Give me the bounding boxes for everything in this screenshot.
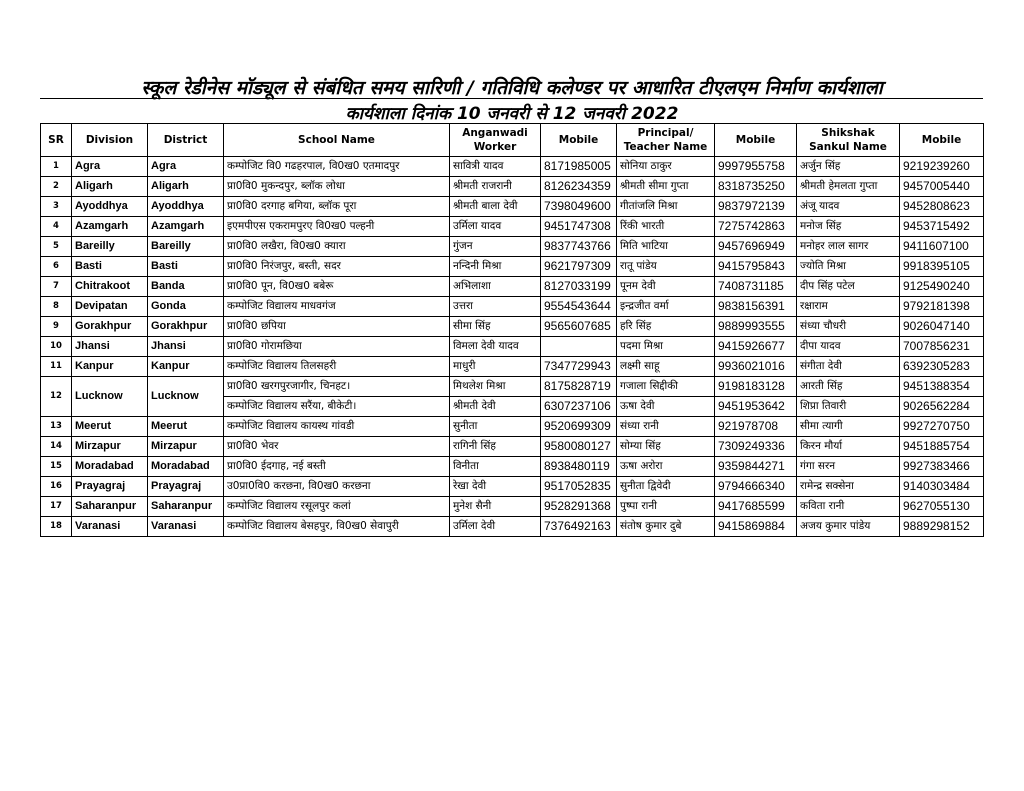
table-row <box>41 417 984 437</box>
cell-sr: 4 <box>41 217 72 237</box>
cell-sankul-name: शिप्रा तिवारी <box>797 397 900 417</box>
cell-mobile: 9927270750 <box>900 417 984 437</box>
table-row <box>41 257 984 277</box>
cell-principal-name: संतोष कुमार दुबे <box>617 517 715 537</box>
cell-school-name: उ0प्रा0वि0 करछना, वि0ख0 करछना <box>224 477 450 497</box>
cell-division: Azamgarh <box>72 217 148 237</box>
cell-sr: 5 <box>41 237 72 257</box>
cell-mobile: 7376492163 <box>541 517 617 537</box>
cell-school-name: प्रा0वि0 खरगपुरजागीर, चिनहट। <box>224 377 450 397</box>
cell-division: Jhansi <box>72 337 148 357</box>
cell-school-name: कम्पोजिट विद्यालय माधवगंज <box>224 297 450 317</box>
cell-mobile: 9359844271 <box>715 457 797 477</box>
cell-division: Varanasi <box>72 517 148 537</box>
table-header-row <box>41 124 984 157</box>
cell-division: Moradabad <box>72 457 148 477</box>
cell-mobile: 9140303484 <box>900 477 984 497</box>
cell-mobile: 7275742863 <box>715 217 797 237</box>
cell-school-name: कम्पोजिट विद्यालय तिलसहरी <box>224 357 450 377</box>
cell-mobile: 9889993555 <box>715 317 797 337</box>
table-row <box>41 497 984 517</box>
document-title: स्कूल रेडीनेस मॉड्यूल से संबंधित समय सारिणी / गतिविधि कलेण्डर पर आधारित टीएलएम निर्माण कार्यशाला <box>141 77 883 99</box>
cell-sankul-name: मनोहर लाल सागर <box>797 237 900 257</box>
table-row <box>41 237 984 257</box>
cell-division: Bareilly <box>72 237 148 257</box>
cell-school-name: प्रा0वि0 पून, वि0ख0 बबेरू <box>224 277 450 297</box>
cell-mobile: 9554543644 <box>541 297 617 317</box>
cell-mobile: 8175828719 <box>541 377 617 397</box>
cell-mobile: 7309249336 <box>715 437 797 457</box>
table-row <box>41 157 984 177</box>
title-divider <box>40 98 983 99</box>
cell-anganwadi-worker: रागिनी सिंह <box>450 437 541 457</box>
cell-mobile: 9026562284 <box>900 397 984 417</box>
cell-anganwadi-worker: विनीता <box>450 457 541 477</box>
cell-mobile: 9026047140 <box>900 317 984 337</box>
cell-sr: 9 <box>41 317 72 337</box>
cell-mobile: 9997955758 <box>715 157 797 177</box>
table-row <box>41 317 984 337</box>
table-row <box>41 377 984 397</box>
cell-mobile: 7007856231 <box>900 337 984 357</box>
cell-division: Basti <box>72 257 148 277</box>
cell-sankul-name: गंगा सरन <box>797 457 900 477</box>
cell-sankul-name: संध्या चौधरी <box>797 317 900 337</box>
table-body <box>41 157 984 537</box>
cell-mobile: 921978708 <box>715 417 797 437</box>
cell-school-name: प्रा0वि0 दरगाह बगिया, ब्लॉक पूरा <box>224 197 450 217</box>
cell-sankul-name: दीप सिंह पटेल <box>797 277 900 297</box>
cell-district: Lucknow <box>148 377 224 417</box>
cell-mobile: 8171985005 <box>541 157 617 177</box>
cell-district: Gorakhpur <box>148 317 224 337</box>
cell-mobile: 9927383466 <box>900 457 984 477</box>
cell-anganwadi-worker: अभिलाशा <box>450 277 541 297</box>
cell-mobile: 8318735250 <box>715 177 797 197</box>
cell-mobile: 8126234359 <box>541 177 617 197</box>
cell-division: Kanpur <box>72 357 148 377</box>
cell-school-name: कम्पोजिट विद्यालय रसूलपुर कलां <box>224 497 450 517</box>
cell-mobile: 9621797309 <box>541 257 617 277</box>
cell-division: Saharanpur <box>72 497 148 517</box>
cell-mobile: 9125490240 <box>900 277 984 297</box>
cell-principal-name: सोम्या सिंह <box>617 437 715 457</box>
cell-sr: 2 <box>41 177 72 197</box>
cell-anganwadi-worker: विमला देवी यादव <box>450 337 541 357</box>
cell-principal-name: ऊषा अरोरा <box>617 457 715 477</box>
cell-mobile: 9936021016 <box>715 357 797 377</box>
cell-mobile: 7398049600 <box>541 197 617 217</box>
cell-division: Prayagraj <box>72 477 148 497</box>
cell-district: Azamgarh <box>148 217 224 237</box>
cell-principal-name: ऊषा देवी <box>617 397 715 417</box>
header-sr: SR <box>41 124 72 157</box>
cell-sr: 13 <box>41 417 72 437</box>
cell-principal-name: गजाला सिद्दीकी <box>617 377 715 397</box>
cell-anganwadi-worker: मिथलेश मिश्रा <box>450 377 541 397</box>
cell-anganwadi-worker: उर्मिला देवी <box>450 517 541 537</box>
cell-anganwadi-worker: श्रीमती बाला देवी <box>450 197 541 217</box>
header-anganwadi-worker: Anganwadi Worker <box>450 124 541 157</box>
cell-mobile <box>541 337 617 357</box>
cell-district: Gonda <box>148 297 224 317</box>
cell-division: Meerut <box>72 417 148 437</box>
cell-mobile: 9417685599 <box>715 497 797 517</box>
cell-mobile: 9452808623 <box>900 197 984 217</box>
cell-mobile: 9517052835 <box>541 477 617 497</box>
cell-mobile: 9219239260 <box>900 157 984 177</box>
cell-district: Basti <box>148 257 224 277</box>
cell-principal-name: हरि सिंह <box>617 317 715 337</box>
cell-mobile: 9520699309 <box>541 417 617 437</box>
cell-principal-name: मिति भाटिया <box>617 237 715 257</box>
cell-sankul-name: रामेन्द्र सक्सेना <box>797 477 900 497</box>
cell-district: Banda <box>148 277 224 297</box>
cell-sr: 15 <box>41 457 72 477</box>
cell-division: Devipatan <box>72 297 148 317</box>
cell-mobile: 6307237106 <box>541 397 617 417</box>
cell-school-name: कम्पोजिट वि0 गढहरपाल, वि0ख0 एतमादपुर <box>224 157 450 177</box>
cell-mobile: 9837743766 <box>541 237 617 257</box>
cell-district: Aligarh <box>148 177 224 197</box>
cell-school-name: प्रा0वि0 गोरामछिया <box>224 337 450 357</box>
cell-anganwadi-worker: माधुरी <box>450 357 541 377</box>
cell-sr: 11 <box>41 357 72 377</box>
table-row <box>41 337 984 357</box>
cell-division: Ayoddhya <box>72 197 148 217</box>
cell-sankul-name: किरन मौर्या <box>797 437 900 457</box>
cell-anganwadi-worker: श्रीमती राजरानी <box>450 177 541 197</box>
cell-principal-name: पूनम देवी <box>617 277 715 297</box>
cell-principal-name: सोनिया ठाकुर <box>617 157 715 177</box>
cell-district: Moradabad <box>148 457 224 477</box>
cell-sankul-name: संगीता देवी <box>797 357 900 377</box>
cell-principal-name: पदमा मिश्रा <box>617 337 715 357</box>
cell-mobile: 9198183128 <box>715 377 797 397</box>
cell-principal-name: श्रीमती सीमा गुप्ता <box>617 177 715 197</box>
cell-mobile: 9528291368 <box>541 497 617 517</box>
cell-sankul-name: अंजू यादव <box>797 197 900 217</box>
cell-sr: 12 <box>41 377 72 417</box>
cell-principal-name: रातू पांडेय <box>617 257 715 277</box>
cell-school-name: प्रा0वि0 छपिया <box>224 317 450 337</box>
cell-anganwadi-worker: सुनीता <box>450 417 541 437</box>
cell-anganwadi-worker: श्रीमती देवी <box>450 397 541 417</box>
cell-principal-name: संध्या रानी <box>617 417 715 437</box>
cell-principal-name: लक्ष्मी साहू <box>617 357 715 377</box>
cell-sankul-name: आरती सिंह <box>797 377 900 397</box>
cell-sankul-name: मनोज सिंह <box>797 217 900 237</box>
cell-anganwadi-worker: उत्तरा <box>450 297 541 317</box>
header-principal-teacher: Principal/ Teacher Name <box>617 124 715 157</box>
document-subtitle: कार्यशाला दिनांक 10 जनवरी से 12 जनवरी 2022 <box>345 104 679 124</box>
cell-anganwadi-worker: गुंजन <box>450 237 541 257</box>
cell-sr: 18 <box>41 517 72 537</box>
table-row <box>41 277 984 297</box>
cell-mobile: 9565607685 <box>541 317 617 337</box>
cell-school-name: इएमपीएस एकरामपुरए वि0ख0 पल्हनी <box>224 217 450 237</box>
cell-school-name: कम्पोजिट विद्यालय सरैंया, बीकेटी। <box>224 397 450 417</box>
cell-district: Bareilly <box>148 237 224 257</box>
cell-division: Mirzapur <box>72 437 148 457</box>
header-mobile: Mobile <box>715 124 797 157</box>
header-district: District <box>148 124 224 157</box>
cell-sankul-name: रक्षाराम <box>797 297 900 317</box>
cell-district: Mirzapur <box>148 437 224 457</box>
cell-mobile: 9918395105 <box>900 257 984 277</box>
cell-anganwadi-worker: रेखा देवी <box>450 477 541 497</box>
table-row <box>41 297 984 317</box>
cell-sankul-name: कविता रानी <box>797 497 900 517</box>
cell-school-name: कम्पोजिट विद्यालय बेसहपुर, वि0ख0 सेवापुरी <box>224 517 450 537</box>
cell-sr: 16 <box>41 477 72 497</box>
table-row <box>41 517 984 537</box>
cell-mobile: 9451953642 <box>715 397 797 417</box>
cell-mobile: 7347729943 <box>541 357 617 377</box>
cell-division: Lucknow <box>72 377 148 417</box>
cell-division: Agra <box>72 157 148 177</box>
cell-mobile: 9415795843 <box>715 257 797 277</box>
cell-sr: 10 <box>41 337 72 357</box>
header-division: Division <box>72 124 148 157</box>
cell-mobile: 9838156391 <box>715 297 797 317</box>
cell-mobile: 9794666340 <box>715 477 797 497</box>
cell-school-name: प्रा0वि0 निरंजपुर, बस्ती, सदर <box>224 257 450 277</box>
cell-principal-name: गीतांजलि मिश्रा <box>617 197 715 217</box>
cell-school-name: प्रा0वि0 लखैरा, वि0ख0 क्यारा <box>224 237 450 257</box>
cell-mobile: 6392305283 <box>900 357 984 377</box>
cell-sankul-name: ज्योति मिश्रा <box>797 257 900 277</box>
cell-anganwadi-worker: सीमा सिंह <box>450 317 541 337</box>
cell-mobile: 9451388354 <box>900 377 984 397</box>
cell-sr: 3 <box>41 197 72 217</box>
cell-sankul-name: दीपा यादव <box>797 337 900 357</box>
cell-district: Jhansi <box>148 337 224 357</box>
cell-district: Prayagraj <box>148 477 224 497</box>
cell-division: Gorakhpur <box>72 317 148 337</box>
cell-principal-name: सुनीता द्विवेदी <box>617 477 715 497</box>
table-row <box>41 437 984 457</box>
cell-mobile: 9627055130 <box>900 497 984 517</box>
table-row <box>41 357 984 377</box>
cell-mobile: 9580080127 <box>541 437 617 457</box>
cell-district: Varanasi <box>148 517 224 537</box>
cell-anganwadi-worker: मुनेश सैनी <box>450 497 541 517</box>
cell-district: Meerut <box>148 417 224 437</box>
cell-sankul-name: अजय कुमार पांडेय <box>797 517 900 537</box>
table-row <box>41 177 984 197</box>
cell-principal-name: पुष्पा रानी <box>617 497 715 517</box>
cell-principal-name: इन्द्रजीत वर्मा <box>617 297 715 317</box>
cell-mobile: 9457005440 <box>900 177 984 197</box>
cell-principal-name: रिंकी भारती <box>617 217 715 237</box>
cell-sr: 14 <box>41 437 72 457</box>
cell-anganwadi-worker: उर्मिला यादव <box>450 217 541 237</box>
cell-sr: 7 <box>41 277 72 297</box>
cell-school-name: कम्पोजिट विद्यालय कायस्थ गांवडी <box>224 417 450 437</box>
cell-mobile: 9453715492 <box>900 217 984 237</box>
cell-district: Kanpur <box>148 357 224 377</box>
header-shikshak-sankul: Shikshak Sankul Name <box>797 124 900 157</box>
cell-mobile: 8127033199 <box>541 277 617 297</box>
table-row <box>41 197 984 217</box>
cell-mobile: 9451885754 <box>900 437 984 457</box>
cell-mobile: 9792181398 <box>900 297 984 317</box>
table-row <box>41 457 984 477</box>
cell-sr: 8 <box>41 297 72 317</box>
table-row <box>41 477 984 497</box>
cell-district: Agra <box>148 157 224 177</box>
cell-sr: 17 <box>41 497 72 517</box>
cell-mobile: 9889298152 <box>900 517 984 537</box>
cell-mobile: 9457696949 <box>715 237 797 257</box>
cell-mobile: 8938480119 <box>541 457 617 477</box>
cell-anganwadi-worker: सावित्री यादव <box>450 157 541 177</box>
cell-mobile: 9837972139 <box>715 197 797 217</box>
cell-school-name: प्रा0वि0 मुकन्दपुर, ब्लॉक लोधा <box>224 177 450 197</box>
cell-division: Chitrakoot <box>72 277 148 297</box>
cell-district: Ayoddhya <box>148 197 224 217</box>
cell-sankul-name: अर्जुन सिंह <box>797 157 900 177</box>
cell-sr: 6 <box>41 257 72 277</box>
cell-mobile: 9415926677 <box>715 337 797 357</box>
header-mobile: Mobile <box>541 124 617 157</box>
cell-school-name: प्रा0वि0 ईदगाह, नई बस्ती <box>224 457 450 477</box>
cell-sankul-name: श्रीमती हेमलता गुप्ता <box>797 177 900 197</box>
header-school-name: School Name <box>224 124 450 157</box>
cell-district: Saharanpur <box>148 497 224 517</box>
cell-mobile: 9415869884 <box>715 517 797 537</box>
cell-mobile: 9411607100 <box>900 237 984 257</box>
cell-mobile: 9451747308 <box>541 217 617 237</box>
header-mobile: Mobile <box>900 124 984 157</box>
cell-division: Aligarh <box>72 177 148 197</box>
cell-sankul-name: सीमा त्यागी <box>797 417 900 437</box>
cell-anganwadi-worker: नन्दिनी मिश्रा <box>450 257 541 277</box>
cell-mobile: 7408731185 <box>715 277 797 297</box>
table-row <box>41 217 984 237</box>
cell-school-name: प्रा0वि0 भेवर <box>224 437 450 457</box>
schools-table <box>40 123 984 537</box>
cell-sr: 1 <box>41 157 72 177</box>
